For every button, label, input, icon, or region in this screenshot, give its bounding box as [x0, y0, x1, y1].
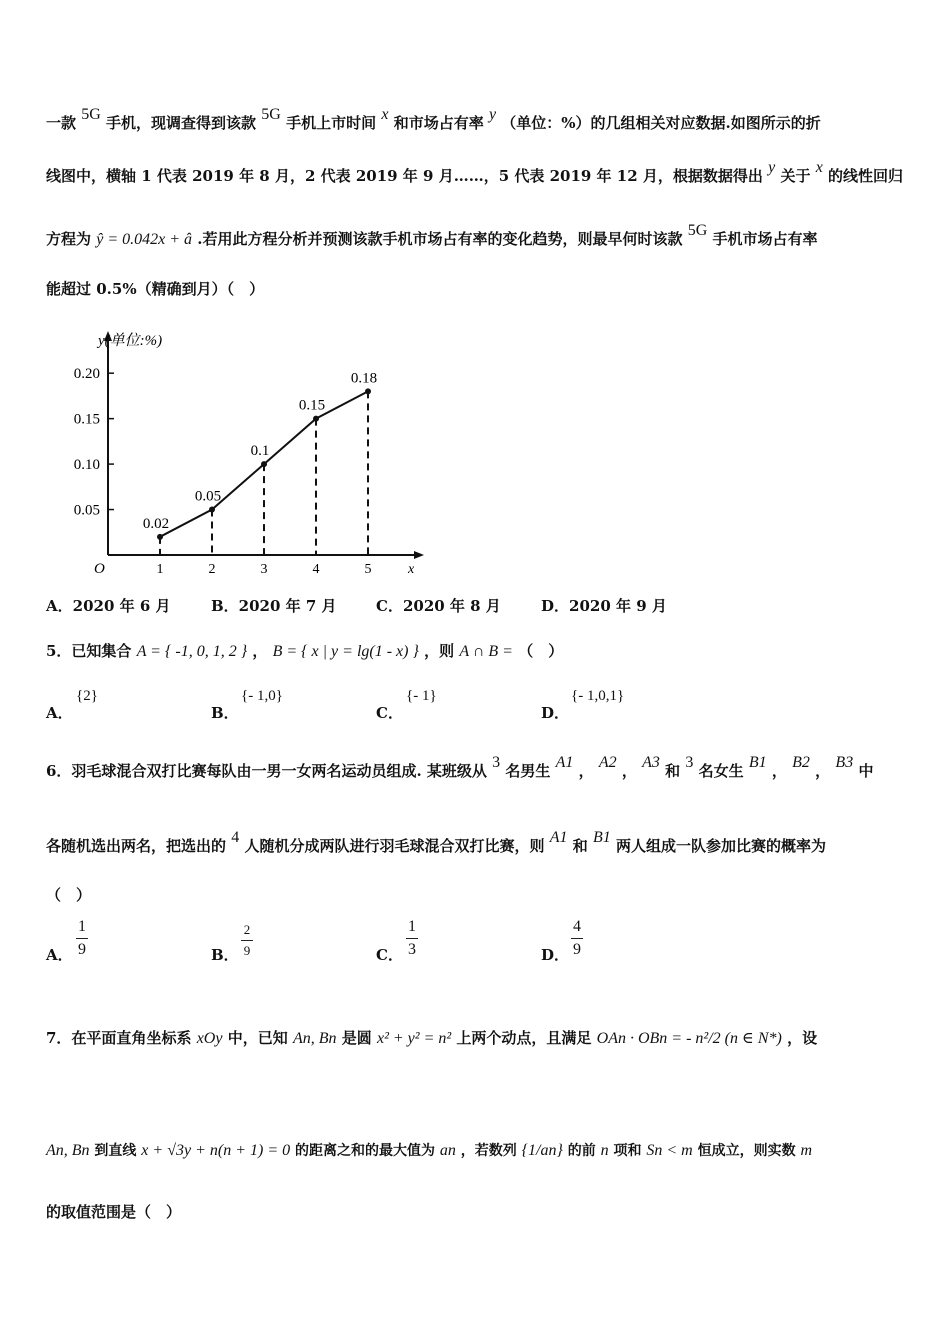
q7-text: ，设 — [787, 1029, 818, 1047]
player-b3: B3 — [835, 754, 854, 771]
q5-text: ，则 — [424, 642, 455, 660]
x-tick-label: 2 — [208, 562, 216, 577]
y-tick-label: 0.05 — [73, 502, 100, 519]
q5-option-d[interactable] — [541, 702, 569, 723]
var-y: y — [488, 106, 497, 123]
q7-line-3: 的取值范围是（ ） — [46, 1203, 182, 1221]
q7-text: 7．在平面直角坐标系 — [46, 1029, 192, 1047]
q6-text: ， — [815, 762, 831, 780]
q6-option-d-fraction — [571, 918, 583, 959]
q4-text: 手机，现调查得到该款 — [106, 114, 257, 132]
q6-option-b[interactable]: B． — [211, 946, 239, 964]
q5-option-d-value: {- 1,0,1} — [571, 688, 625, 704]
q5-text: ， — [252, 642, 268, 660]
q4-line-2 — [46, 159, 904, 186]
intersection: A ∩ B = — [459, 643, 513, 660]
var-x: x — [815, 159, 823, 176]
var-m: m — [800, 1142, 813, 1159]
data-label: 0.05 — [194, 488, 222, 505]
q7-text: 是圆 — [341, 1029, 372, 1047]
q4-text: 手机市场占有率 — [712, 230, 818, 248]
term-an: an — [439, 1142, 456, 1159]
q6-text: ， — [578, 762, 594, 780]
option-label: A． — [46, 704, 73, 722]
q4-text: 的线性回归 — [828, 167, 904, 185]
denominator: 3 — [408, 941, 416, 958]
q6-option-b-fraction — [241, 922, 253, 959]
q5-option-c[interactable] — [376, 702, 403, 723]
q7-text: 的前 — [567, 1143, 596, 1159]
option-label: B． — [211, 704, 239, 722]
q6-option-d[interactable]: D． — [541, 946, 570, 964]
q5-option-b[interactable] — [211, 702, 239, 723]
x-axis-label: x — [408, 562, 415, 577]
q6-text: ， — [771, 762, 787, 780]
q4-text: 手机上市时间 — [286, 114, 377, 132]
count-3: 3 — [685, 754, 694, 771]
q7-text: 上两个动点，且满足 — [456, 1029, 592, 1047]
q4-line-1 — [46, 106, 821, 133]
y-axis-label: y(单位:%) — [98, 333, 163, 349]
numerator: 1 — [78, 918, 86, 935]
q6-text: ， — [621, 762, 637, 780]
player-a1: A1 — [555, 754, 574, 771]
denominator: 9 — [243, 943, 251, 958]
coord-system: xOy — [196, 1030, 223, 1047]
x-tick-label: 4 — [312, 562, 320, 577]
x-tick-label: 1 — [156, 562, 164, 577]
data-label: 0.15 — [298, 397, 326, 414]
q6-line-3: （ ） — [46, 886, 92, 904]
x-tick-label: 5 — [364, 562, 372, 577]
sequence-reciprocal: {1/an} — [521, 1142, 563, 1159]
q5-option-a[interactable] — [46, 702, 73, 723]
q7-text: 项和 — [613, 1143, 642, 1159]
q5-option-a-value: {2} — [76, 688, 98, 704]
player-a3: A3 — [642, 754, 660, 771]
data-point — [157, 534, 163, 540]
denominator: 9 — [78, 941, 86, 958]
dot-product-condition: OAn · OBn = - n²/2 (n ∈ N*) — [596, 1030, 782, 1047]
x-tick-label: 3 — [260, 562, 268, 577]
data-point — [261, 461, 267, 467]
y-tick-label: 0.15 — [73, 411, 100, 428]
data-point — [365, 388, 371, 394]
fiveg-term: 5G — [261, 106, 281, 123]
q6-line-2 — [46, 829, 827, 856]
player-b1: B1 — [748, 754, 767, 771]
q4-text: 和市场占有率 — [393, 114, 484, 132]
q7-text: ，若数列 — [460, 1143, 517, 1159]
fraction-bar — [571, 938, 583, 939]
line-chart — [60, 325, 430, 585]
set-a: A = { -1, 0, 1, 2 } — [136, 643, 248, 660]
x-axis-arrow — [414, 551, 424, 559]
q7-text: 的距离之和的最大值为 — [295, 1143, 435, 1159]
numerator: 4 — [573, 918, 581, 935]
q6-text: 人随机分成两队进行羽毛球混合双打比赛，则 — [244, 837, 545, 855]
data-point — [209, 507, 215, 513]
q6-option-a-fraction — [76, 918, 88, 959]
var-y: y — [768, 159, 776, 176]
var-x: x — [381, 106, 389, 123]
q7-text: 中，已知 — [227, 1029, 288, 1047]
q5-option-b-value: {- 1,0} — [241, 688, 283, 704]
q4-text: 方程为 — [46, 230, 92, 248]
player-a2: A2 — [598, 754, 617, 771]
q4-option-c[interactable]: C．2020 年 8 月 — [376, 597, 501, 615]
regression-equation: ŷ = 0.042x + â — [96, 231, 193, 248]
option-label: C． — [376, 704, 403, 722]
q7-line-2 — [46, 1140, 812, 1160]
option-label: D． — [541, 704, 570, 722]
q5-text: 5．已知集合 — [46, 642, 132, 660]
points-an-bn: An, Bn — [46, 1142, 90, 1159]
fraction-bar — [241, 940, 253, 941]
q6-option-a[interactable]: A． — [46, 946, 73, 964]
q4-text: 一款 — [46, 114, 77, 132]
fraction-bar — [76, 938, 88, 939]
q6-text: 名女生 — [698, 762, 744, 780]
q4-option-a[interactable]: A．2020 年 6 月 — [46, 597, 171, 615]
var-n: n — [600, 1142, 609, 1159]
origin-label: O — [94, 561, 105, 577]
q6-text: 6．羽毛球混合双打比赛每队由一男一女两名运动员组成. 某班级从 — [46, 762, 487, 780]
q6-text: 和 — [665, 762, 681, 780]
q6-text: 各随机选出两名，把选出的 — [46, 837, 227, 855]
q6-text: 中 — [858, 762, 874, 780]
numerator: 1 — [408, 918, 416, 935]
q6-text: 和 — [572, 837, 588, 855]
q7-line-1 — [46, 1027, 817, 1048]
q4-text: 关于 — [780, 167, 811, 185]
q6-option-c-fraction — [406, 918, 418, 959]
fraction-bar — [406, 938, 418, 939]
count-4: 4 — [231, 829, 240, 846]
player-b1: B1 — [593, 829, 611, 846]
points-an-bn: An, Bn — [292, 1030, 337, 1047]
q5-text: （ ） — [518, 642, 564, 660]
y-tick-label: 0.10 — [73, 457, 100, 474]
set-b: B = { x | y = lg(1 - x) } — [272, 643, 419, 660]
numerator: 2 — [243, 922, 251, 937]
count-3: 3 — [492, 754, 501, 771]
q4-text: （单位：%）的几组相关对应数据.如图所示的折 — [501, 114, 821, 132]
data-point — [313, 416, 319, 422]
fiveg-term: 5G — [81, 106, 101, 123]
q4-option-d[interactable]: D．2020 年 9 月 — [541, 597, 667, 615]
q6-line-1 — [46, 754, 874, 781]
q6-text: 两人组成一队参加比赛的概率为 — [616, 837, 827, 855]
q4-text: .若用此方程分析并预测该款手机市场占有率的变化趋势，则最早何时该款 — [197, 230, 683, 248]
fiveg-term: 5G — [687, 222, 708, 239]
q5-stem — [46, 640, 563, 661]
q4-text: 线图中，横轴 1 代表 2019 年 8 月，2 代表 2019 年 9 月……，5 代表 2019 年 12 月，根据数据得出 — [46, 167, 763, 185]
data-label: 0.02 — [142, 515, 170, 532]
q7-text: 恒成立，则实数 — [697, 1143, 796, 1159]
player-a1: A1 — [549, 829, 568, 846]
q4-line-3 — [46, 222, 818, 249]
data-label: 0.1 — [250, 443, 270, 460]
data-label: 0.18 — [350, 370, 378, 387]
line-equation: x + √3y + n(n + 1) = 0 — [141, 1142, 291, 1159]
circle-equation: x² + y² = n² — [376, 1030, 452, 1047]
sum-inequality: Sn < m — [646, 1142, 693, 1159]
q7-text: 到直线 — [94, 1143, 137, 1159]
q6-option-c[interactable]: C． — [376, 946, 403, 964]
q4-option-b[interactable]: B．2020 年 7 月 — [211, 597, 337, 615]
q4-line-4: 能超过 0.5%（精确到月）（ ） — [46, 280, 265, 298]
denominator: 9 — [573, 941, 581, 958]
player-b2: B2 — [792, 754, 810, 771]
y-tick-label: 0.20 — [73, 366, 100, 383]
q5-option-c-value: {- 1} — [406, 688, 437, 704]
q6-text: 名男生 — [505, 762, 551, 780]
